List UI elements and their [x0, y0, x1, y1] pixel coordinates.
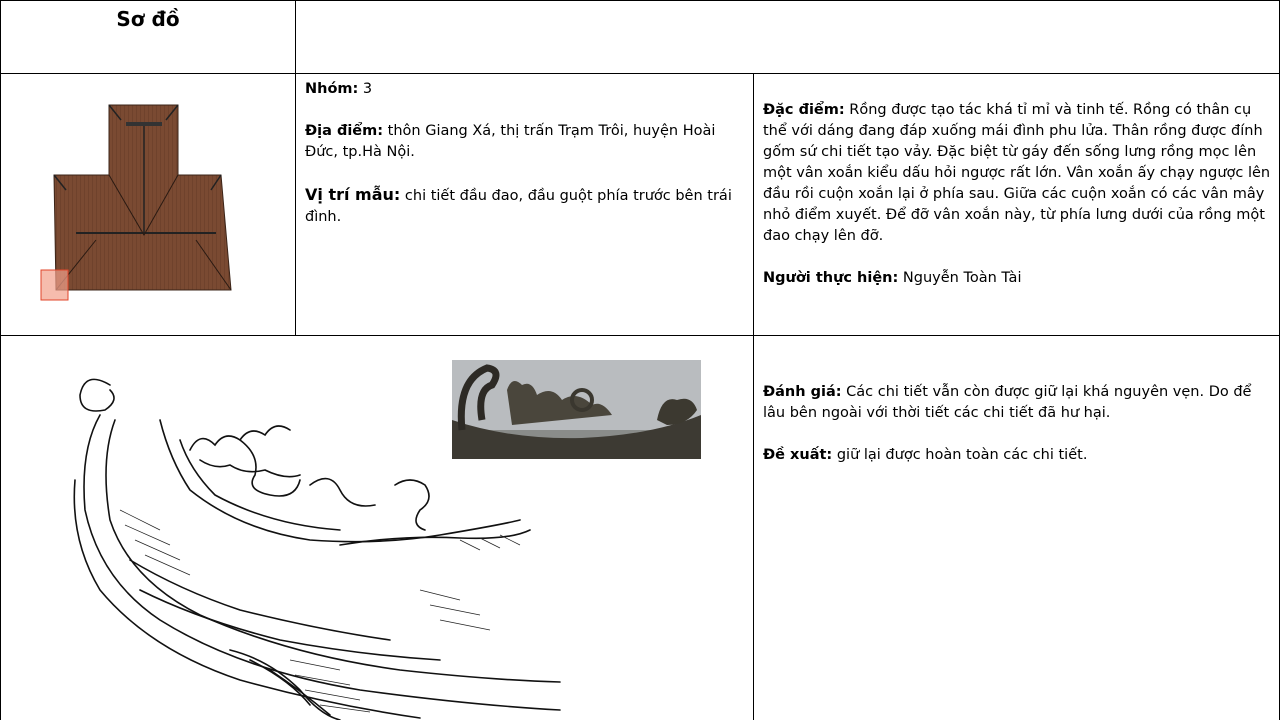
location-line: [305, 121, 745, 163]
group-value: 3: [358, 81, 373, 97]
author-value: Nguyễn Toàn Tài: [898, 270, 1022, 286]
author-label: Người thực hiện:: [763, 270, 899, 286]
grid-line: [0, 73, 1280, 74]
grid-line: [0, 0, 1280, 1]
grid-line: [0, 0, 1, 720]
proposal-label: Đề xuất:: [763, 447, 833, 463]
grid-line: [0, 335, 1280, 336]
group-line: [305, 79, 745, 100]
grid-line: [295, 0, 296, 336]
position-line: [305, 184, 745, 228]
position-value: chi tiết đầu đao, đầu guột phía trước bên trái đình.: [305, 188, 732, 225]
features-paragraph: [763, 100, 1271, 247]
sample-location-marker: [41, 270, 68, 300]
features-cell: [763, 100, 1271, 310]
evaluation-paragraph: [763, 382, 1271, 424]
group-label: Nhóm:: [305, 81, 359, 97]
features-text: Rồng được tạo tác khá tỉ mỉ và tinh tế. Rồng có thân cụ thể với dáng đang đáp xuống mái đình phu lửa. Thân rồng được đính gốm sứ chi tiết tạo vảy. Đặc biệt từ gáy đến sống lưng rồng mọc lên một vân xoắn kiểu dấu hỏi ngược rất lớn. Vân xoắn ấy chạy ngược lên đầu rồi cuộn xoắn lại ở phía sau. Giữa các cuộn xoắn có các vân mây nhỏ điểm xuyết. Để đỡ vân xoắn này, từ phía lưng dưới của rồng một đao chạy lên đỡ.: [763, 102, 1271, 244]
info-cell: [305, 79, 745, 249]
proposal-line: [763, 445, 1271, 466]
dragon-roof-sketch: [40, 360, 600, 720]
grid-line: [753, 73, 754, 720]
proposal-text: giữ lại được hoàn toàn các chi tiết.: [832, 447, 1088, 463]
features-label: Đặc điểm:: [763, 102, 845, 118]
evaluation-label: Đánh giá:: [763, 384, 842, 400]
evaluation-text: Các chi tiết vẫn còn được giữ lại khá nguyên vẹn. Do để lâu bên ngoài với thời tiết các chi tiết đã hư hại.: [763, 384, 1252, 421]
evaluation-cell: [763, 382, 1271, 487]
page-title: Sơ đồ: [116, 7, 180, 31]
position-label: Vị trí mẫu:: [305, 185, 401, 204]
location-value: thôn Giang Xá, thị trấn Trạm Trôi, huyện Hoài Đức, tp.Hà Nội.: [305, 123, 716, 160]
roof-plan-diagram: [36, 100, 246, 305]
location-label: Địa điểm:: [305, 123, 384, 139]
author-line: [763, 268, 1271, 289]
